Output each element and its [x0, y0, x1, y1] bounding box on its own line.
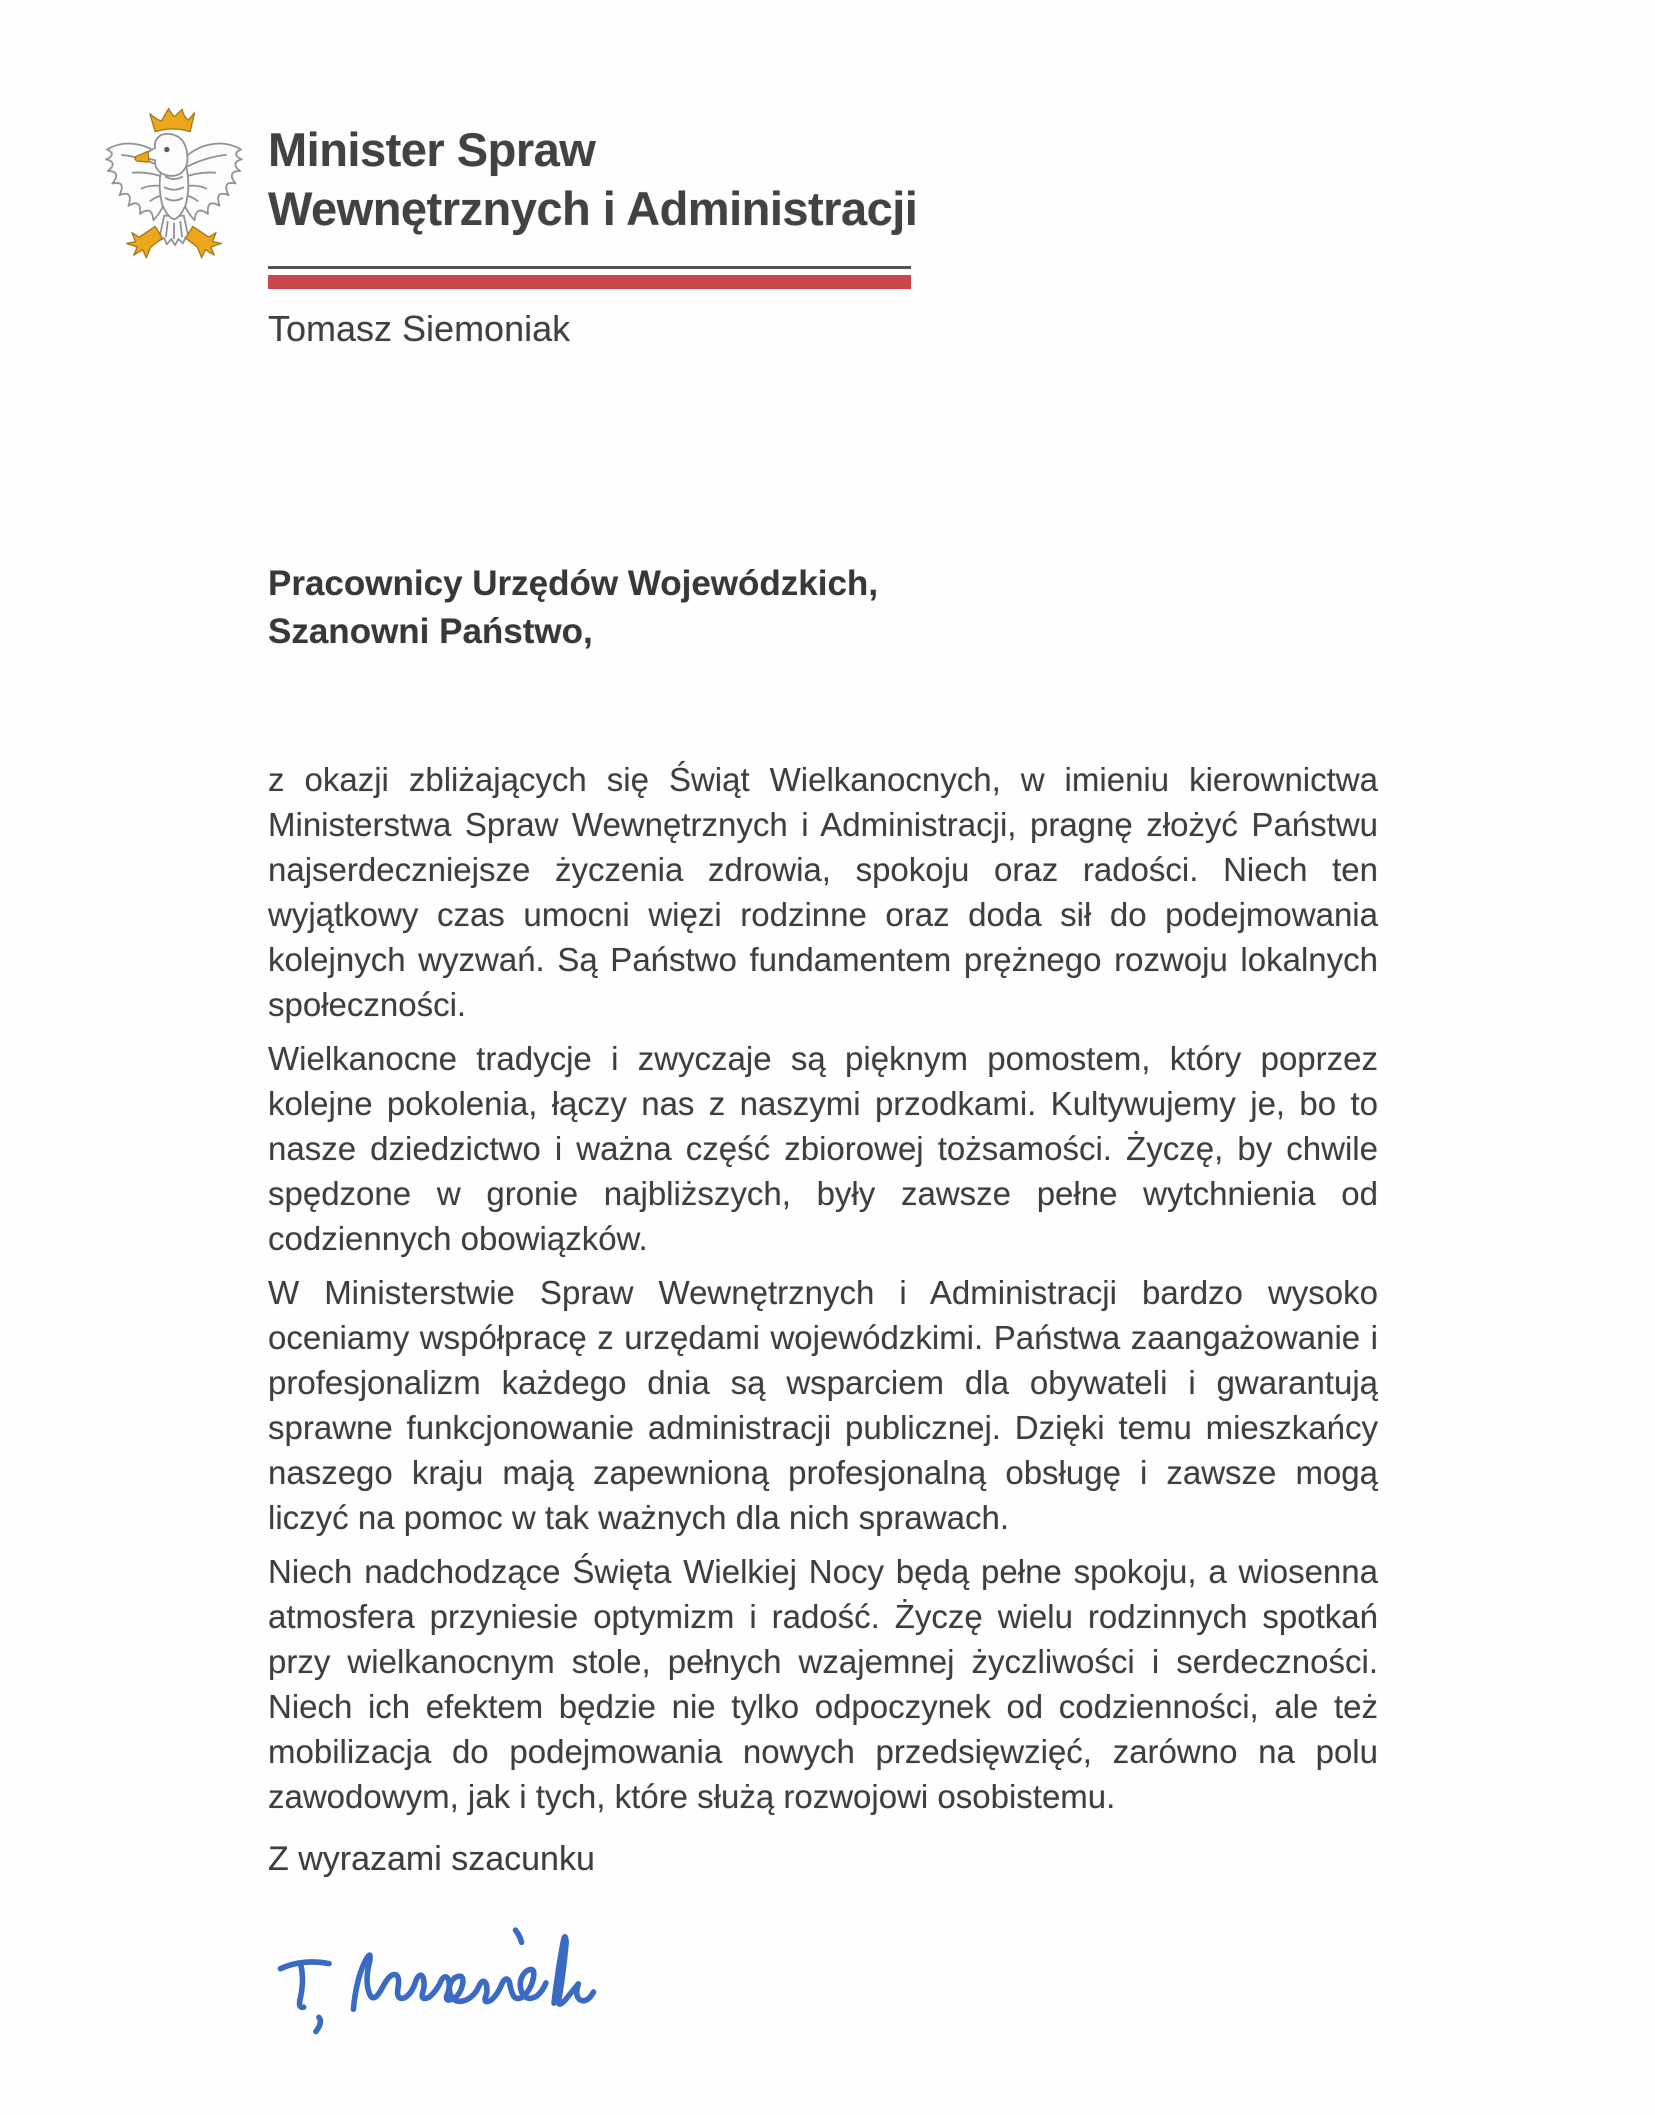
signature-handwritten: [266, 1918, 611, 2070]
paragraph-3: W Ministerstwie Spraw Wewnętrznych i Administracji bardzo wysoko oceniamy współpracę z urzędami wojewódzkimi. Państwa zaangażowanie i profesjonalizm każdego dnia są wsparciem dla obywateli i gwarantują sprawne funkcjonowanie administracji publicznej. Dzięki temu mieszkańcy naszego kraju mają zapewnioną profesjonalną obsługę i zawsze mogą liczyć na pomoc w tak ważnych dla nich sprawach.: [268, 1274, 1378, 1536]
eagle-eye: [164, 147, 169, 152]
signature-scribble: [280, 1930, 593, 2031]
polish-eagle-emblem: [98, 98, 250, 286]
ministry-title-line1: Minister Spraw: [268, 123, 596, 176]
paragraph-4: Niech nadchodzące Święta Wielkiej Nocy będą pełne spokoju, a wiosenna atmosfera przyniesie optymizm i radość. Życzę wielu rodzinnych spotkań przy wielkanocnym stole, pełnych wzajemnej życzliwości i serdeczności. Niech ich efektem będzie nie tylko odpoczynek od codzienności, ale też mobilizacja do podejmowania nowych przedsięwzięć, zarówno na polu zawodowym, jak i tych, które służą rozwojowi osobistemu.: [268, 1553, 1378, 1815]
header-rule-dark: [268, 266, 911, 269]
eagle-body-wings: [106, 134, 242, 245]
header-rule-red: [268, 275, 911, 289]
salutation: [268, 560, 878, 656]
paragraph-2: Wielkanocne tradycje i zwyczaje są pięknym pomostem, który poprzez kolejne pokolenia, łączy nas z naszymi przodkami. Kultywujemy je, bo to nasze dziedzictwo i ważna część zbiorowej tożsamości. Życzę, by chwile spędzone w gronie najbliższych, były zawsze pełne wytchnienia od codziennych obowiązków.: [268, 1040, 1378, 1257]
ministry-title-line2: Wewnętrznych i Administracji: [268, 182, 918, 235]
minister-name: Tomasz Siemoniak: [268, 308, 571, 349]
ministry-title: [268, 120, 917, 238]
paragraph-1: z okazji zbliżających się Świąt Wielkanocnych, w imieniu kierownictwa Ministerstwa Spraw Wewnętrznych i Administracji, pragnę złożyć Państwu najserdeczniejsze życzenia zdrowia, spokoju oraz radości. Niech ten wyjątkowy czas umocni więzi rodzinne oraz doda sił do podejmowania kolejnych wyzwań. Są Państwo fundamentem prężnego rozwoju lokalnych społeczności.: [268, 761, 1378, 1023]
closing-line: Z wyrazami szacunku: [268, 1840, 595, 1878]
letter-body: [268, 757, 1378, 1828]
salutation-line2: Szanowni Państwo,: [268, 612, 593, 651]
salutation-line1: Pracownicy Urzędów Wojewódzkich,: [268, 564, 879, 603]
